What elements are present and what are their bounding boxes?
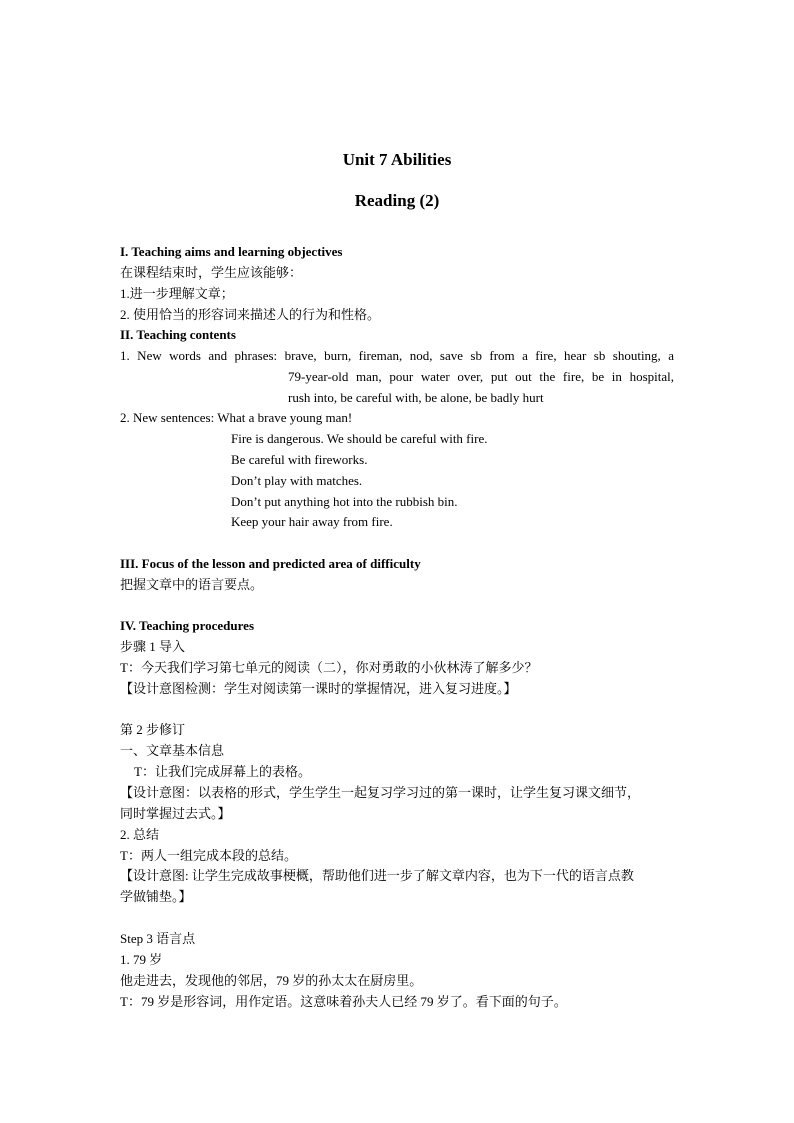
step2-design-note-2-line-1: 【设计意图: 让学生完成故事梗概，帮助他们进一步了解文章内容，也为下一代的语言点教 [120, 868, 634, 883]
sentence-item: Be careful with fireworks. [231, 452, 368, 467]
sentence-item: Don’t play with matches. [231, 473, 363, 488]
sentence-item: Fire is dangerous. We should be careful with fire. [231, 431, 488, 446]
section-heading-focus: III. Focus of the lesson and predicted area of difficulty [120, 556, 421, 571]
step3-example: 他走进去，发现他的邻居，79 岁的孙太太在厨房里。 [120, 973, 423, 988]
step1-title: 步骤 1 导入 [120, 639, 186, 654]
step2-design-note-1-line-2: 同时掌握过去式。】 [120, 806, 231, 821]
aims-item-2: 2. 使用恰当的形容词来描述人的行为和性格。 [120, 307, 381, 322]
step3-title: Step 3 语言点 [120, 931, 196, 946]
section-heading-aims: I. Teaching aims and learning objectives [120, 244, 343, 259]
step2-teacher-line-2: T：两人一组完成本段的总结。 [120, 848, 297, 863]
step2-design-note-2-line-2: 学做铺垫。】 [120, 889, 192, 904]
aims-intro: 在课程结束时，学生应该能够： [120, 265, 303, 280]
document-title: Unit 7 Abilities [342, 150, 452, 169]
focus-text: 把握文章中的语言要点。 [120, 577, 264, 592]
step2-title: 第 2 步修订 [120, 722, 186, 737]
step3-teacher-line: T：79 岁是形容词，用作定语。这意味着孙夫人已经 79 岁了。看下面的句子。 [120, 994, 567, 1009]
aims-item-1: 1.进一步理解文章； [120, 286, 234, 301]
words-phrases-line-1: 1. New words and phrases: brave, burn, fireman, nod, save sb from a fire, hear sb shouting, a [120, 348, 674, 363]
document-subtitle: Reading (2) [354, 191, 440, 210]
step3-item-1: 1. 79 岁 [120, 952, 163, 967]
step1-design-note: 【设计意图检测：学生对阅读第一课时的掌握情况，进入复习进度。】 [120, 681, 517, 696]
sentence-item: Don’t put anything hot into the rubbish bin. [231, 494, 458, 509]
step2-subheading-1: 一、文章基本信息 [120, 743, 225, 758]
step2-design-note-1-line-1: 【设计意图：以表格的形式，学生学生一起复习学习过的第一课时，让学生复习课文细节， [120, 785, 641, 800]
step2-subheading-2: 2. 总结 [120, 827, 160, 842]
new-sentences-label: 2. New sentences: What a brave young man! [120, 410, 353, 425]
words-phrases-line-3: rush into, be careful with, be alone, be badly hurt [288, 390, 544, 405]
section-heading-procedures: IV. Teaching procedures [120, 618, 255, 633]
sentence-item: Keep your hair away from fire. [231, 514, 393, 529]
step2-teacher-line-1: T：让我们完成屏幕上的表格。 [134, 764, 311, 779]
section-heading-contents: II. Teaching contents [120, 327, 236, 342]
words-phrases-line-2: 79-year-old man, pour water over, put out the fire, be in hospital, [288, 369, 674, 384]
step1-teacher-line: T：今天我们学习第七单元的阅读（二），你对勇敢的小伙林涛了解多少？ [120, 660, 538, 675]
